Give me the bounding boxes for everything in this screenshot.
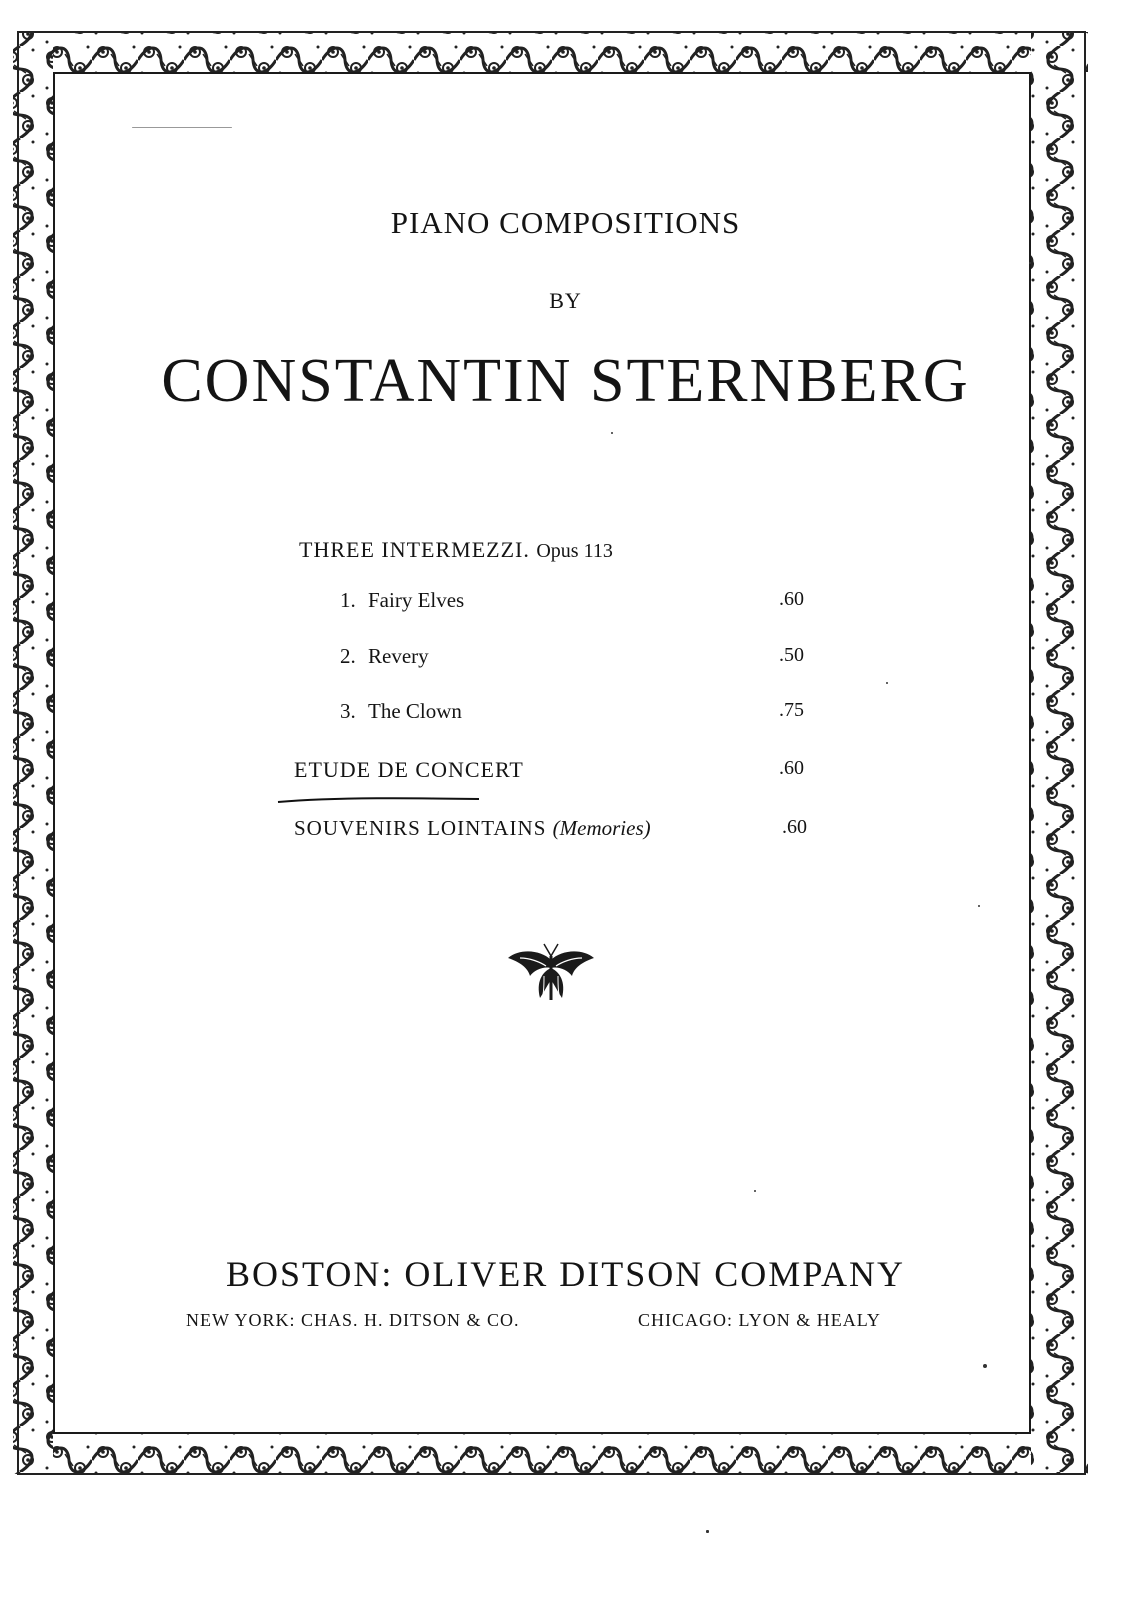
price-fairy-elves: .60 <box>779 588 804 610</box>
border-bottom <box>18 1434 1088 1474</box>
intermezzi-heading <box>299 537 613 563</box>
work-etude-de-concert: ETUDE DE CONCERT <box>294 757 524 782</box>
price-souvenirs-lointains: .60 <box>782 816 807 838</box>
handwritten-underline <box>276 796 481 804</box>
publisher-name: BOSTON: OLIVER DITSON COMPANY <box>225 1254 906 1294</box>
list-item-the-clown <box>340 699 462 724</box>
work-souvenirs-lointains <box>294 816 651 841</box>
list-item-revery <box>340 644 429 669</box>
intermezzi-title: THREE INTERMEZZI. <box>299 537 530 562</box>
composer-name: CONSTANTIN STERNBERG <box>161 347 970 415</box>
publisher-new-york: NEW YORK: CHAS. H. DITSON & CO. <box>186 1310 520 1330</box>
item-title: Fairy Elves <box>368 588 465 612</box>
collection-heading: PIANO COMPOSITIONS <box>390 205 741 240</box>
border-top <box>18 32 1088 72</box>
opus-number: Opus 113 <box>536 540 613 562</box>
work-subtitle: (Memories) <box>552 816 651 840</box>
price-etude-de-concert: .60 <box>779 757 804 779</box>
item-number: 3. <box>340 699 356 723</box>
item-title: Revery <box>368 644 429 668</box>
butterfly-ornament-icon <box>506 940 596 1006</box>
item-number: 1. <box>340 588 356 612</box>
price-the-clown: .75 <box>779 699 804 721</box>
item-number: 2. <box>340 644 356 668</box>
by-line: BY <box>549 288 582 313</box>
list-item-fairy-elves <box>340 588 464 613</box>
work-title: SOUVENIRS LOINTAINS <box>294 816 547 840</box>
price-revery: .50 <box>779 644 804 666</box>
publisher-chicago: CHICAGO: LYON & HEALY <box>638 1310 881 1330</box>
inner-rule-frame <box>53 72 1031 1434</box>
item-title: The Clown <box>368 699 462 723</box>
